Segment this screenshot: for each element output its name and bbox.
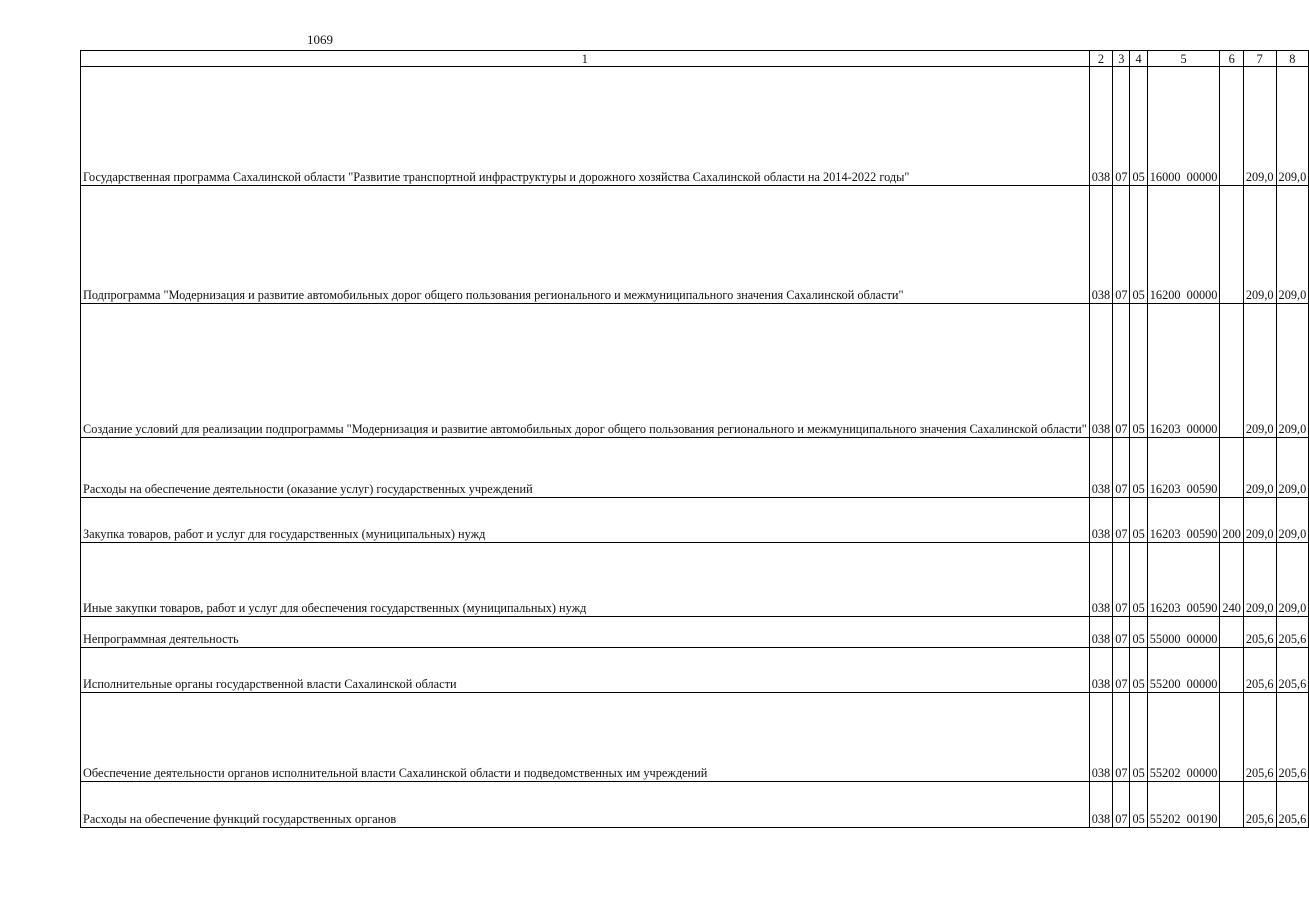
row-rz: 07: [1113, 304, 1130, 438]
table-row: [81, 67, 1309, 186]
row-vr: [1220, 617, 1243, 648]
row-name: Государственная программа Сахалинской области "Развитие транспортной инфраструктуры и дорожного хозяйства Сахалинской области на 2014-2022 годы": [81, 67, 1090, 186]
row-rz: 07: [1113, 617, 1130, 648]
row-sum1: 209,0: [1243, 304, 1276, 438]
row-name: Создание условий для реализации подпрограммы "Модернизация и развитие автомобильных дорог общего пользования регионального и межмуниципального значения Сахалинской области": [81, 304, 1090, 438]
row-ved: 038: [1089, 693, 1112, 782]
row-sum1: 209,0: [1243, 498, 1276, 543]
row-sum2: 205,6: [1276, 693, 1309, 782]
row-pr: 05: [1130, 693, 1147, 782]
row-sum2: 209,0: [1276, 438, 1309, 498]
col-header-4: 4: [1130, 51, 1147, 67]
table-row: [81, 498, 1309, 543]
row-csr: 16200 00000: [1147, 186, 1220, 304]
row-pr: 05: [1130, 782, 1147, 828]
budget-table: [80, 50, 1309, 828]
row-name: Иные закупки товаров, работ и услуг для обеспечения государственных (муниципальных) нужд: [81, 543, 1090, 617]
col-header-7: 7: [1243, 51, 1276, 67]
row-rz: 07: [1113, 648, 1130, 693]
row-ved: 038: [1089, 438, 1112, 498]
row-sum2: 209,0: [1276, 67, 1309, 186]
row-sum1: 209,0: [1243, 543, 1276, 617]
row-name: Закупка товаров, работ и услуг для государственных (муниципальных) нужд: [81, 498, 1090, 543]
table-row: [81, 648, 1309, 693]
row-vr: [1220, 693, 1243, 782]
row-ved: 038: [1089, 648, 1112, 693]
row-csr: 16000 00000: [1147, 67, 1220, 186]
row-sum1: 205,6: [1243, 693, 1276, 782]
row-sum1: 205,6: [1243, 617, 1276, 648]
row-csr: 16203 00590: [1147, 438, 1220, 498]
header-row: [81, 51, 1309, 67]
row-csr: 55202 00190: [1147, 782, 1220, 828]
row-name: Обеспечение деятельности органов исполнительной власти Сахалинской области и подведомственных им учреждений: [81, 693, 1090, 782]
row-pr: 05: [1130, 304, 1147, 438]
row-vr: [1220, 438, 1243, 498]
table-row: [81, 438, 1309, 498]
table-row: [81, 543, 1309, 617]
row-vr: [1220, 67, 1243, 186]
row-pr: 05: [1130, 648, 1147, 693]
row-sum2: 209,0: [1276, 304, 1309, 438]
row-name: Непрограммная деятельность: [81, 617, 1090, 648]
row-sum1: 209,0: [1243, 438, 1276, 498]
row-vr: [1220, 782, 1243, 828]
table-row: [81, 617, 1309, 648]
table-row: [81, 782, 1309, 828]
row-vr: 240: [1220, 543, 1243, 617]
row-sum2: 205,6: [1276, 782, 1309, 828]
row-rz: 07: [1113, 693, 1130, 782]
row-ved: 038: [1089, 543, 1112, 617]
row-sum1: 205,6: [1243, 648, 1276, 693]
row-pr: 05: [1130, 67, 1147, 186]
row-ved: 038: [1089, 782, 1112, 828]
row-sum2: 209,0: [1276, 186, 1309, 304]
row-vr: [1220, 304, 1243, 438]
row-ved: 038: [1089, 304, 1112, 438]
row-pr: 05: [1130, 186, 1147, 304]
col-header-8: 8: [1276, 51, 1309, 67]
row-csr: 55202 00000: [1147, 693, 1220, 782]
row-rz: 07: [1113, 186, 1130, 304]
row-ved: 038: [1089, 67, 1112, 186]
table-row: [81, 186, 1309, 304]
row-vr: [1220, 186, 1243, 304]
col-header-3: 3: [1113, 51, 1130, 67]
row-csr: 16203 00590: [1147, 498, 1220, 543]
row-name: Подпрограмма "Модернизация и развитие автомобильных дорог общего пользования регионального и межмуниципального значения Сахалинской области": [81, 186, 1090, 304]
row-pr: 05: [1130, 498, 1147, 543]
row-rz: 07: [1113, 543, 1130, 617]
row-rz: 07: [1113, 67, 1130, 186]
row-pr: 05: [1130, 543, 1147, 617]
row-pr: 05: [1130, 617, 1147, 648]
table-row: [81, 304, 1309, 438]
row-csr: 16203 00000: [1147, 304, 1220, 438]
col-header-2: 2: [1089, 51, 1112, 67]
row-sum1: 205,6: [1243, 782, 1276, 828]
col-header-6: 6: [1220, 51, 1243, 67]
row-sum1: 209,0: [1243, 67, 1276, 186]
row-csr: 16203 00590: [1147, 543, 1220, 617]
row-rz: 07: [1113, 438, 1130, 498]
row-csr: 55000 00000: [1147, 617, 1220, 648]
row-sum2: 209,0: [1276, 543, 1309, 617]
table-row: [81, 693, 1309, 782]
row-sum2: 205,6: [1276, 617, 1309, 648]
row-name: Исполнительные органы государственной власти Сахалинской области: [81, 648, 1090, 693]
row-vr: 200: [1220, 498, 1243, 543]
row-sum2: 209,0: [1276, 498, 1309, 543]
row-rz: 07: [1113, 782, 1130, 828]
row-rz: 07: [1113, 498, 1130, 543]
row-ved: 038: [1089, 617, 1112, 648]
row-sum2: 205,6: [1276, 648, 1309, 693]
row-name: Расходы на обеспечение функций государственных органов: [81, 782, 1090, 828]
row-vr: [1220, 648, 1243, 693]
row-ved: 038: [1089, 186, 1112, 304]
row-pr: 05: [1130, 438, 1147, 498]
col-header-5: 5: [1147, 51, 1220, 67]
col-header-1: 1: [81, 51, 1090, 67]
row-ved: 038: [1089, 498, 1112, 543]
row-csr: 55200 00000: [1147, 648, 1220, 693]
row-name: Расходы на обеспечение деятельности (оказание услуг) государственных учреждений: [81, 438, 1090, 498]
page-number: 1069: [307, 32, 333, 47]
row-sum1: 209,0: [1243, 186, 1276, 304]
